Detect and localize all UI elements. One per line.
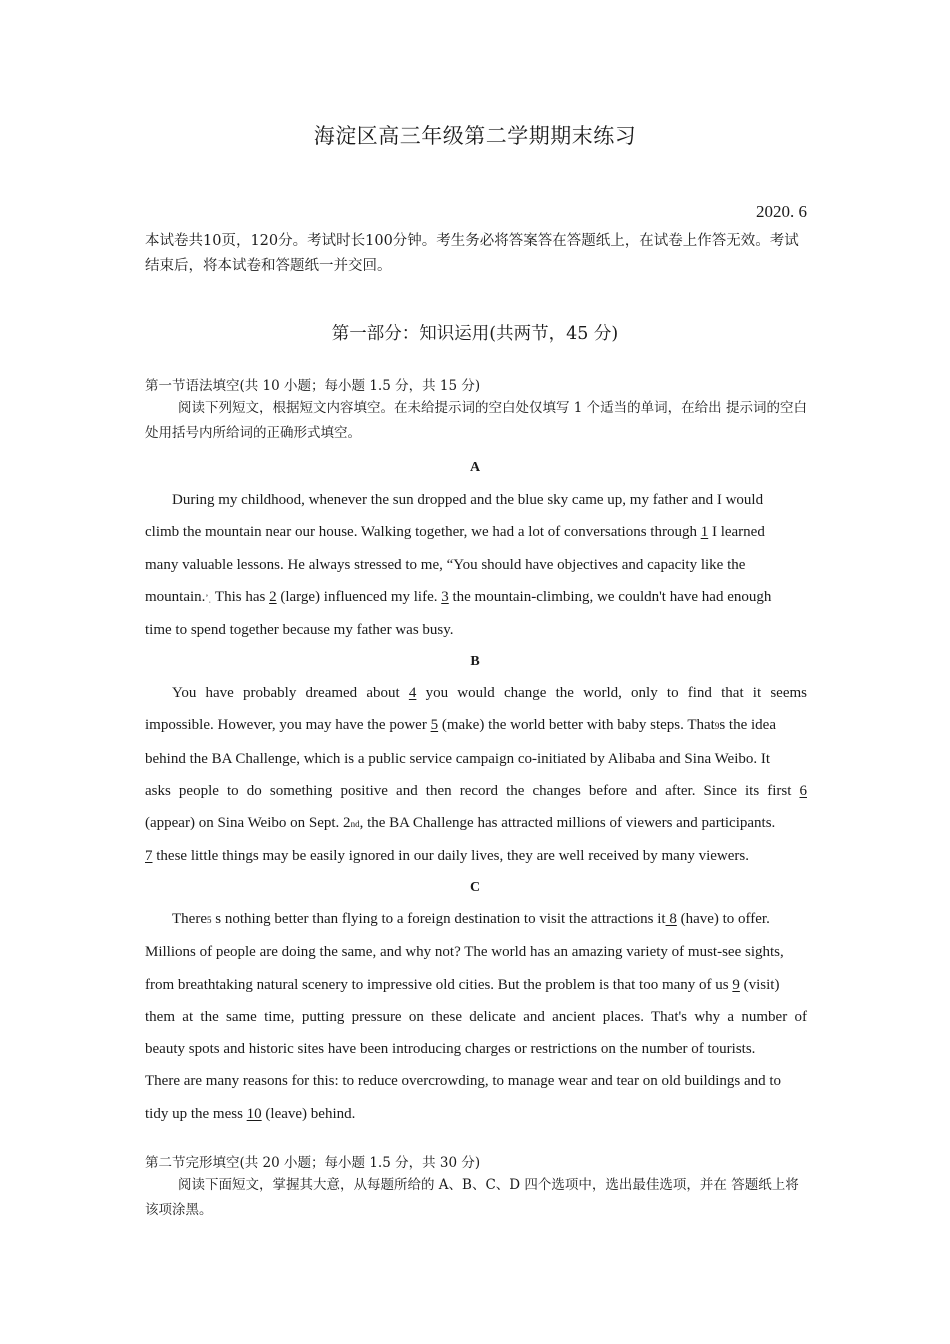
text-run: from breathtaking natural scenery to impressive old cities. But the problem is that too many of us [145, 976, 733, 993]
passage-a [145, 484, 807, 646]
blank-8: 8 [665, 911, 677, 927]
passage-c-line-2: Millions of people are doing the same, and why not? The world has an amazing variety of must-see sights, [145, 944, 784, 961]
passage-c-line-1 [145, 903, 807, 936]
blank-3: 3 [441, 588, 449, 605]
text-run: (large) influenced my life. [276, 588, 442, 605]
text-run: There [172, 911, 207, 927]
text-run: (appear) on Sina Weibo on Sept. 2 [145, 815, 351, 832]
passage-b-line-4 [145, 775, 807, 807]
passage-a-label: A [469, 460, 481, 475]
blank-6: 6 [799, 782, 807, 799]
part-one-title: 第一部分：知识运用(共两节，45 分) [331, 324, 619, 344]
text-run: tidy up the mess [145, 1105, 247, 1122]
passage-c-line-7 [145, 1098, 807, 1130]
text-run: you would change the world, only to find that it seems [416, 685, 807, 701]
text-run: asks people to do something positive and then record the changes before and after. Since its first [145, 782, 800, 799]
exam-title: 海淀区高三年级第二学期期末练习 [313, 124, 637, 148]
text-run: mountain. [145, 588, 206, 605]
passage-b-line-6 [145, 840, 807, 872]
blank-5: 5 [430, 717, 439, 734]
text-run: This has [211, 588, 270, 605]
passage-b-line-3: behind the BA Challenge, which is a public service campaign co-initiated by Alibaba and Sina Weibo. It [145, 750, 771, 767]
passage-c-label: C [469, 880, 481, 895]
blank-10: 10 [246, 1105, 262, 1122]
text-run: (have) to offer. [676, 911, 770, 927]
blank-9: 9 [732, 976, 740, 993]
passage-b-line-2 [145, 709, 807, 742]
passage-a-line-5: time to spend together because my father was busy. [145, 622, 454, 639]
passage-c-line-5: beauty spots and historic sites have been introducing charges or restrictions on the number of tourists. [145, 1041, 756, 1058]
passage-a-line-3: many valuable lessons. He always stressed to me, “You should have objectives and capacity like the [145, 556, 746, 573]
text-run: climb the mountain near our house. Walking together, we had a lot of conversations through [145, 524, 701, 541]
passage-b-line-5 [145, 807, 807, 840]
ordinal-suffix: nd [350, 819, 360, 830]
passage-b [145, 677, 807, 873]
passage-a-line-1: During my childhood, whenever the sun dropped and the blue sky came up, my father and I would [172, 492, 764, 508]
passage-a-line-2 [145, 516, 807, 548]
passage-c [145, 903, 807, 1130]
text-run: I learned [708, 524, 765, 541]
text-run: , the BA Challenge has attracted millions of viewers and participants. [359, 815, 776, 832]
exam-instructions: 本试卷共10页，120分。考试时长100分钟。考生务必将答案答在答题纸上，在试卷上作答无效。考试结束后，将本试卷和答题纸一并交回。 [145, 233, 799, 274]
blank-1: 1 [700, 524, 709, 541]
stray-mark: ’ˌ [205, 592, 212, 603]
passage-c-line-3 [145, 969, 807, 1001]
stray-mark: 9 [714, 721, 720, 732]
text-run: these little things may be easily ignored in our daily lives, they are well received by many viewers. [152, 848, 749, 865]
text-run: You have probably dreamed about [172, 685, 409, 701]
blank-7: 7 [145, 848, 153, 865]
stray-mark: 5 [206, 915, 212, 925]
blank-2: 2 [269, 588, 277, 605]
exam-date: 2020. 6 [756, 202, 807, 221]
passage-c-line-4: them at the same time, putting pressure on these delicate and ancient places. That's why a number of [145, 1008, 807, 1025]
text-run: (visit) [739, 976, 780, 993]
section-one-instruction: 阅读下列短文，根据短文内容填空。在未给提示词的空白处仅填写 1 个适当的单词，在给出 提示词的空白处用括号内所给词的正确形式填空。 [145, 400, 807, 441]
passage-c-line-6: There are many reasons for this: to reduce overcrowding, to manage wear and tear on old buildings and to [145, 1073, 782, 1090]
passage-b-line-1 [145, 677, 807, 709]
text-run: s the idea [719, 717, 776, 734]
section-one-heading: 第一节语法填空(共 10 小题；每小题 1.5 分，共 15 分) [145, 378, 481, 394]
blank-4: 4 [408, 685, 417, 701]
passage-b-label: B [470, 654, 480, 669]
text-run: impossible. However, you may have the power [145, 717, 431, 734]
text-run: s nothing better than flying to a foreign destination to visit the attractions it [211, 911, 666, 927]
passage-a-line-4 [145, 581, 807, 614]
section-two-heading: 第二节完形填空(共 20 小题；每小题 1.5 分，共 30 分) [145, 1155, 481, 1171]
text-run: (leave) behind. [261, 1105, 356, 1122]
section-two-instruction: 阅读下面短文，掌握其大意，从每题所给的 A、B、C、D 四个选项中，选出最佳选项，并在 答题纸上将该项涂黑。 [145, 1177, 799, 1218]
text-run: the mountain-climbing, we couldn't have had enough [448, 588, 772, 605]
text-run: (make) the world better with baby steps. That [438, 717, 715, 734]
